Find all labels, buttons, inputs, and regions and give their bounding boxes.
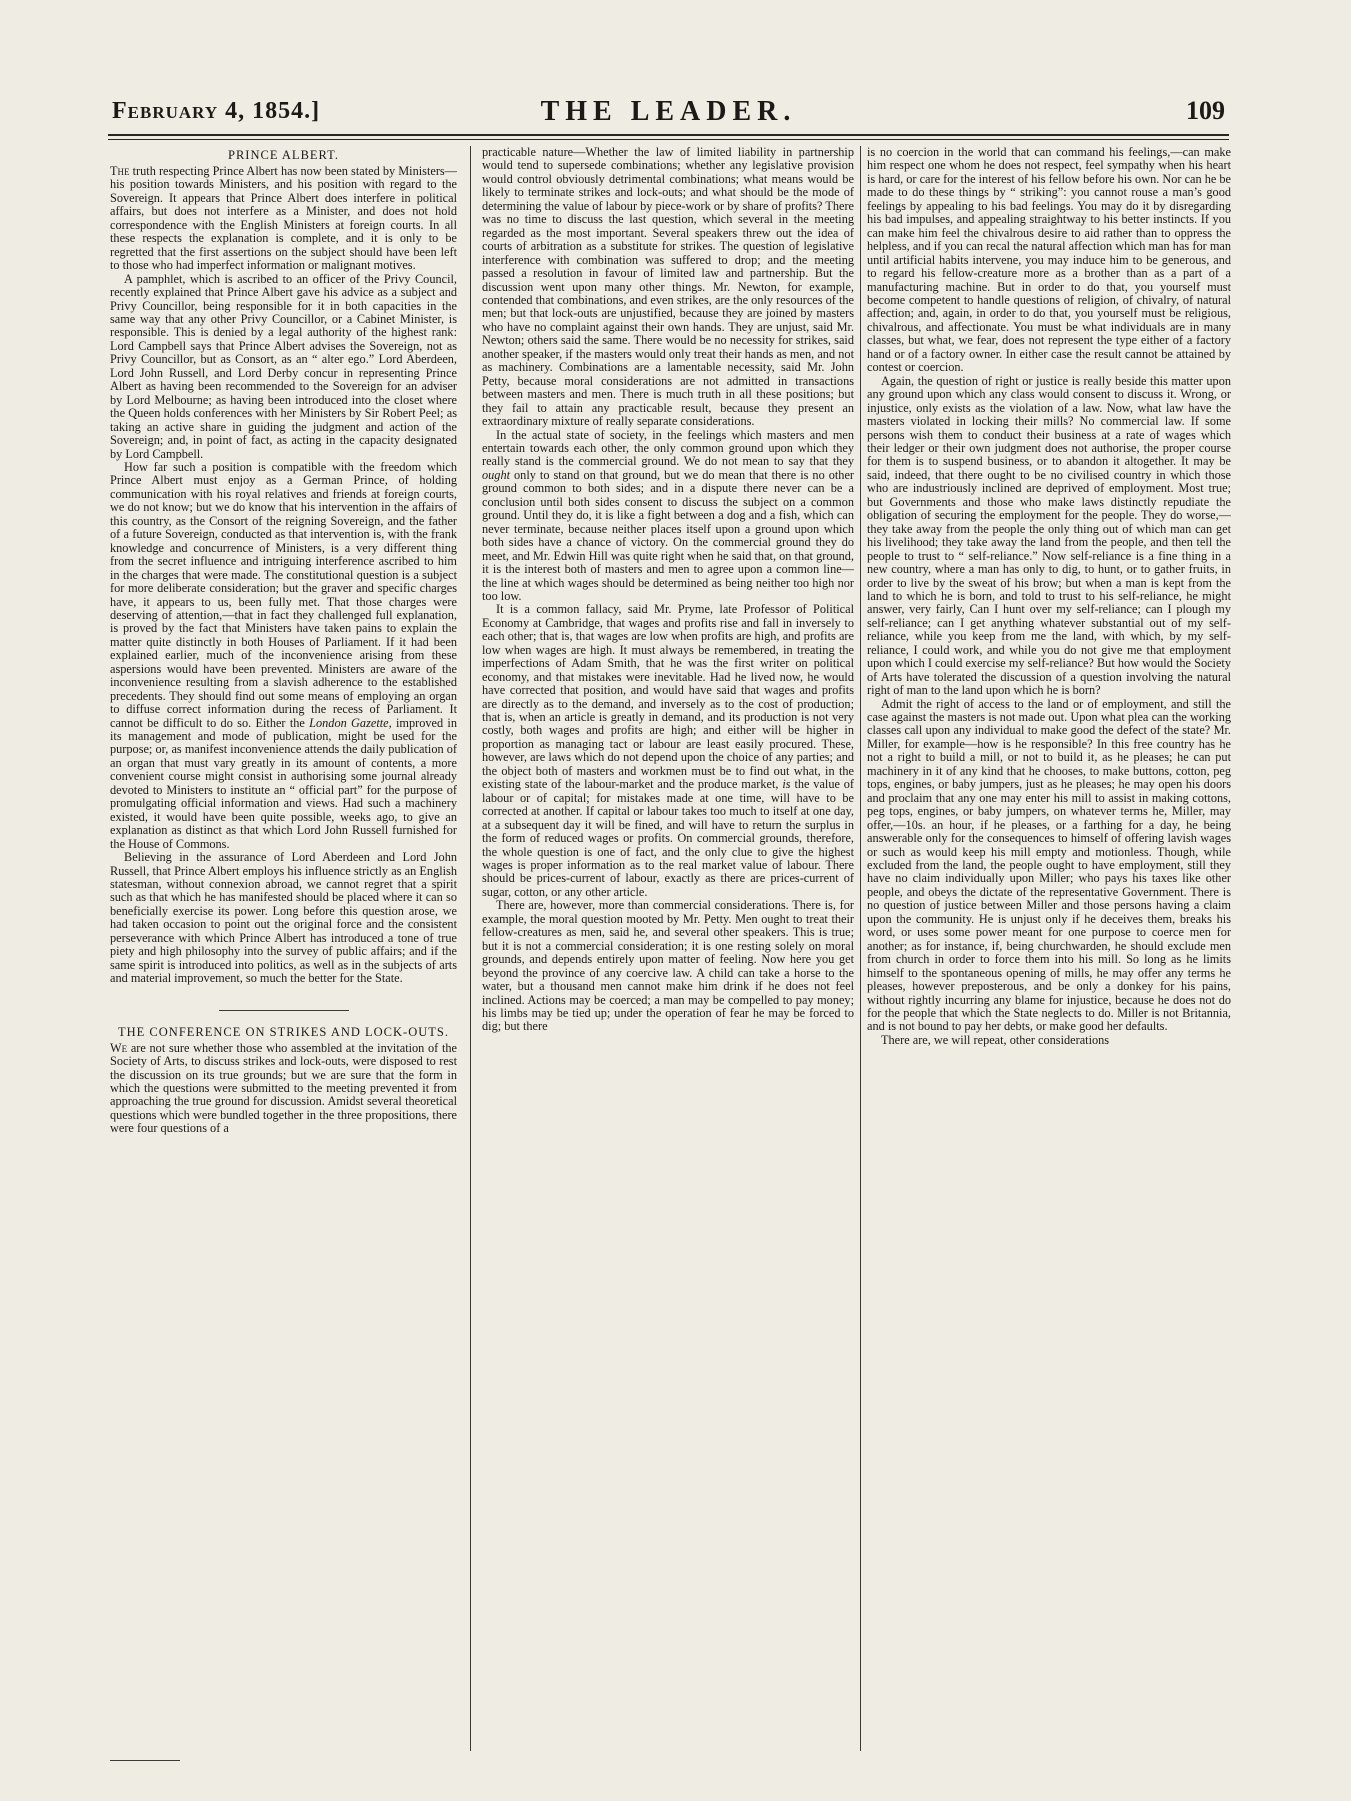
paragraph-text: truth respecting Prince Albert has now been stated by Ministers—his position towards Ministers, and his position with regard to the Sovereign. It appears that Prince Albert does interfere in political affairs, but does not interfere as a Minister, and does not hold correspondence with the English Ministers at foreign courts. In all these respects the explanation is complete, and it is only to be regretted that the first assertions on the subject should have been left to those who had imperfect information or malignant motives. [110, 164, 457, 273]
article-paragraph [110, 165, 457, 273]
paragraph-text: In the actual state of society, in the feelings which masters and men entertain towards each other, the only common ground upon which they really stand is the commercial ground. We do not mean to say that they [482, 427, 854, 469]
page-number: 109 [1186, 96, 1225, 125]
issue-date: February 4, 1854.] [112, 98, 321, 124]
article-heading-prince-albert: PRINCE ALBERT. [228, 148, 339, 162]
article-paragraph [110, 461, 457, 851]
publication-title: London Gazette, [309, 715, 392, 730]
column-divider [470, 146, 471, 1751]
paragraph-text: are not sure whether those who assembled at the invitation of the Society of Arts, to discuss strikes and lock-outs, were disposed to rest the discussion on its true grounds; but we are sure that the form in which the questions were submitted to the meeting prevented it from approaching the true ground for discussion. Amidst several theoretical questions which were bundled together in the three propositions, there were four questions of a [110, 1040, 457, 1136]
masthead-rule [108, 134, 1229, 136]
section-divider [219, 1010, 349, 1011]
drop-lead: The [110, 164, 130, 178]
article-paragraph: Admit the right of access to the land or of employment, and still the case against the masters is not made out. Upon what plea can the working classes call upon any individual to make good the defect of the state? Mr. Miller, for example—how is he responsible? In this free country has he not a right to build a mill, or not to build it, as he pleases; he can put machinery in it of any kind that he chooses, to make buttons, cotton, peg tops, engines, or baby jumpers, just as he pleases; he may open his doors and proclaim that any one may enter his mill to assist in making cottons, peg tops, engines, or baby jumpers, on whatever terms he, Miller, may offer,—10s. an hour, if he pleases, or a farthing for a day, he being answerable only for the consequences to himself of offering lavish wages or such as would keep his mill empty and motionless. Though, while excluded from the land, the people ought to have employment, still they have no claim individually upon Miller; who pays his taxes like other people, and obeys the dictate of the representative Government. There is no question of justice between Miller and those persons having a claim upon the community. He is unjust only if he deceives them, breaks his word, or uses some power meant for one purpose to coerce men for another; as for instance, if, being churchwarden, he should exclude men from church in order to force them into his mill. So long as he limits himself to the spontaneous opening of mills, he may offer any terms he pleases, however preposterous, and be only a donkey for his pains, without rightly incurring any blame for injustice, because he does not do for the people that which the State neglects to do. Miller is not Britannia, and is not bound to pay her debts, or make good her defaults. [867, 696, 1231, 1034]
column-2 [482, 146, 854, 1751]
column-1 [110, 146, 457, 1751]
bottom-rule [110, 1760, 180, 1761]
article-paragraph [110, 1042, 457, 1136]
newspaper-title: THE LEADER. [540, 96, 797, 127]
article-paragraph: is no coercion in the world that can command his feelings,—can make him respect one whom he does not respect, feel sympathy when his heart is hard, or care for the interest of his fellow before his own. Nor can he be made to do these things by “ striking”: you cannot rouse a man’s good feelings by appealing to his bad feelings. You may do it by disregarding his bad impulses, and appealing straightway to his better instincts. If you can make him feel the chivalrous desire to aid rather than to oppress the helpless, and if you can recal the natural affection which man has for man until artificial habits intervene, you may induce him to be generous, and to regard his fellow-creature more as a brother than as a part of a manufacturing machine. But in order to do that, you yourself must become competent to handle questions of religion, of chivalry, of natural affection; and, again, in order to do that, you yourself must be religious, chivalrous, and affectionate. You must be what individuals are in many classes, but what, we fear, does not represent the type either of a factory hand or of a factory owner. In either case the result cannot be attained by contest or coercion. [867, 146, 1231, 375]
emphasis: ought [482, 467, 511, 482]
article-paragraph: A pamphlet, which is ascribed to an officer of the Privy Council, recently explained that Prince Albert gave his advice as a subject and Privy Councillor, being responsible for it in both capacities in the same way that any other Privy Councillor, or a Cabinet Minister, is responsible. This is denied by a legal authority of the highest rank: Lord Campbell says that Prince Albert advises the Sovereign, not as Privy Councillor, but as Consort, as an “ alter ego.” Lord Aberdeen, Lord John Russell, and Lord Derby concur in representing Prince Albert as having been recommended to the Sovereign for an adviser by Lord Melbourne; as having been introduced into the closet where the Queen holds conferences with her Ministers by Sir Robert Peel; as taking an active share in guiding the judgment and action of the Sovereign; and, in point of fact, as acting in the capacity designated by Lord Campbell. [110, 271, 457, 461]
article-paragraph: Believing in the assurance of Lord Aberdeen and Lord John Russell, that Prince Albert employs his influence strictly as an English statesman, without connexion abroad, we cannot regret that a spirit such as that which he has manifested should be placed where it can so beneficially exercise its power. Long before this question arose, we had taken occasion to point out the original force and the consistent perseverance with which Prince Albert has introduced a tone of true piety and high philosophy into the survey of public affairs; and if the same spirit is introduced into politics, as well as in the subjects of arts and material improvement, so much the better for the State. [110, 850, 457, 986]
paragraph-text: improved in its management and mode of publication, might be used for the purpose; or, as manifest inconvenience attends the daily publication of an organ that must vary greatly in its amount of contents, a more convenient course might consist in authorising some journal already devoted to Ministers to institute an “ official part” for the purpose of promulgating official information and views. Had such a machinery existed, it would have been quite possible, weeks ago, to give an explanation as distinct as that which Lord John Russell furnished for the House of Commons. [110, 715, 457, 851]
emphasis: is [782, 777, 791, 792]
article-paragraph: There are, we will repeat, other considerations [881, 1032, 1110, 1047]
column-divider [860, 146, 861, 1751]
article-paragraph [482, 603, 854, 899]
column-3 [867, 146, 1231, 1751]
masthead-rule-thin [108, 139, 1229, 140]
article-paragraph: There are, however, more than commercial considerations. There is, for example, the moral question mooted by Mr. Petty. Men ought to treat their fellow-creatures as men, said he, and several other speakers. This is true; but it is not a commercial consideration; it is one resting solely on moral grounds, and depends entirely upon matter of feeling. Now here you get beyond the province of any coercive law. A child can take a horse to the water, but a thousand men cannot make him drink if he does not feel inclined. Actions may be coerced; a man may be compelled to pay money; his limbs may be tied up; under the operation of fear he may be forced to dig; but there [482, 898, 854, 1034]
paragraph-text: How far such a position is compatible with the freedom which Prince Albert must enjoy as a German Prince, of holding communication with his royal relatives and friends at foreign courts, we do not know; but we do know that his intervention in the affairs of this country, as the Consort of the reigning Sovereign, and the father of a future Sovereign, conducted as that intervention is, with the frank knowledge and concurrence of Ministers, is a very different thing from the secret influence and intriguing interference ascribed to him in the charges that were made. The constitutional question is a subject for more deliberate consideration; but the graver and specific charges have, it appears to us, been fully met. That those charges were deserving of attention,—that in fact they challenged full explanation, is proved by the fact that Ministers have taken pains to explain the matter quite distinctly in both Houses of Parliament. If it had been explained earlier, much of the inconvenience arising from these aspersions would have been prevented. Ministers are aware of the inconvenience resulting from a slavish adherence to the established precedents. They should find out some means of employing an organ to diffuse correct information during the recess of Parliament. It cannot be difficult to do so. Either the [110, 459, 457, 730]
paragraph-text: the value of labour or of capital; for mistakes made at one time, will have to be corrected at another. If capital or labour takes too much to itself at one day, at a subsequent day it will be fined, and will have to return the surplus in the form of reduced wages or profits. On commercial grounds, therefore, the whole question is one of fact, and the only clue to give the highest wages is proper information as to the real market value of labour. There should be prices-current of labour, exactly as there are prices-current of sugar, cotton, or any other article. [482, 777, 854, 899]
masthead [108, 92, 1229, 136]
article-paragraph [482, 429, 854, 604]
paragraph-text: only to stand on that ground, but we do mean that there is no other ground common to both sides; and in a dispute there never can be a conclusion until both sides consent to discuss the subject on a common ground. Until they do, it is like a fight between a dog and a fish, which can never terminate, because neither places itself upon a ground upon which both sides have a chance of victory. On the commercial ground they do meet, and Mr. Edwin Hill was quite right when he said that, on that ground, it is the interest both of masters and men to agree upon a common line—the line at which wages should be determined as being neither too high nor too low. [482, 467, 854, 603]
article-paragraph: Again, the question of right or justice is really beside this matter upon any ground upon which any class would consent to discuss it. Wrong, or injustice, only exists as the violation of a law. Now, what law have the masters violated in locking their mills? No commercial law. If some persons wish them to conduct their business at a rate of wages which their ledger or their own judgment does not authorise, the proper course for them is to suspend business, or to abandon it altogether. It may be said, indeed, that there ought to be no civilised country in which those who are industriously inclined are deprived of employment. Most true; but Governments and those who make laws distinctly repudiate the obligation of securing the employment for the people. They do worse,—they take away from the people the only thing out of which man can get his livelihood; they take away the land from the people, and then tell the people to trust to “ self-reliance.” Now self-reliance is a fine thing in a new country, where a man has only to dig, to hunt, or to gather fruits, in order to live by the sweat of his brow; but when a man is kept from the land to which he is born, and told to trust to his self-reliance, he might answer, very fairly, Can I hunt over my self-reliance; can I plough my self-reliance; can I get anything whatever substantial out of my self-reliance, while you keep from me the land, with which, by my self-reliance, I could work, and while you do not give me that employment upon which I could exercise my self-reliance? But how would the Society of Arts have tolerated the discussion of a question involving the natural right of man to the land upon which he is born? [867, 373, 1231, 698]
article-heading-strikes: THE CONFERENCE ON STRIKES AND LOCK-OUTS. [118, 1024, 449, 1039]
paragraph-text: It is a common fallacy, said Mr. Pryme, late Professor of Political Economy at Cambridge, that wages and profits rise and fall in inversely to each other; that is, that wages are low when profits are high, and profits are low when wages are high. It must always be remembered, in treating the imperfections of Adam Smith, that he was the first writer on political economy, and that mistakes were inevitable. Had he lived now, he would have corrected that position, and would have said that wages and profits are directly as to the demand, and inversely as to the cost of production; that is, when an article is greatly in demand, and its production is not very costly, both wages and profits are high; and either will be higher in proportion as managing tact or labour are least easily procured. These, however, are laws which do not depend upon the choice of any parties; and the object both of masters and workmen must be to find out what, in the existing state of the labour-market and the produce market, [482, 602, 854, 792]
article-paragraph: practicable nature—Whether the law of limited liability in partnership would tend to supersede combinations; whether any legislative provision would control obviously detrimental combinations; what means would be likely to terminate strikes and lock-outs; and what should be the mode of determining the value of labour by piece-work or by share of profits? There was no time to discuss the last question, which several in the meeting regarded as the most important. Several speakers threw out the idea of courts of arbitration as a substitute for strikes. The question of legislative interference with combination was suffered to drop; and the meeting passed a resolution in favour of limited law and partnership. But the discussion went upon many other things. Mr. Newton, for example, contended that combinations, and even strikes, are the only resources of the men; but that lock-outs are unjustified, because they are joined by masters who have no complaint against their own hands. They are unjust, said Mr. Newton; others said the same. There would be no necessity for strikes, said another speaker, if the masters would only treat their hands as men, and not as machinery. Combinations are a lamentable necessity, said Mr. John Petty, because moral considerations are not admitted in transactions between masters and men. There is much truth in all these positions; but they fail to attain any practicable result, because they present an extraordinary mixture of really separate considerations. [482, 146, 854, 429]
drop-lead: We [110, 1040, 128, 1055]
